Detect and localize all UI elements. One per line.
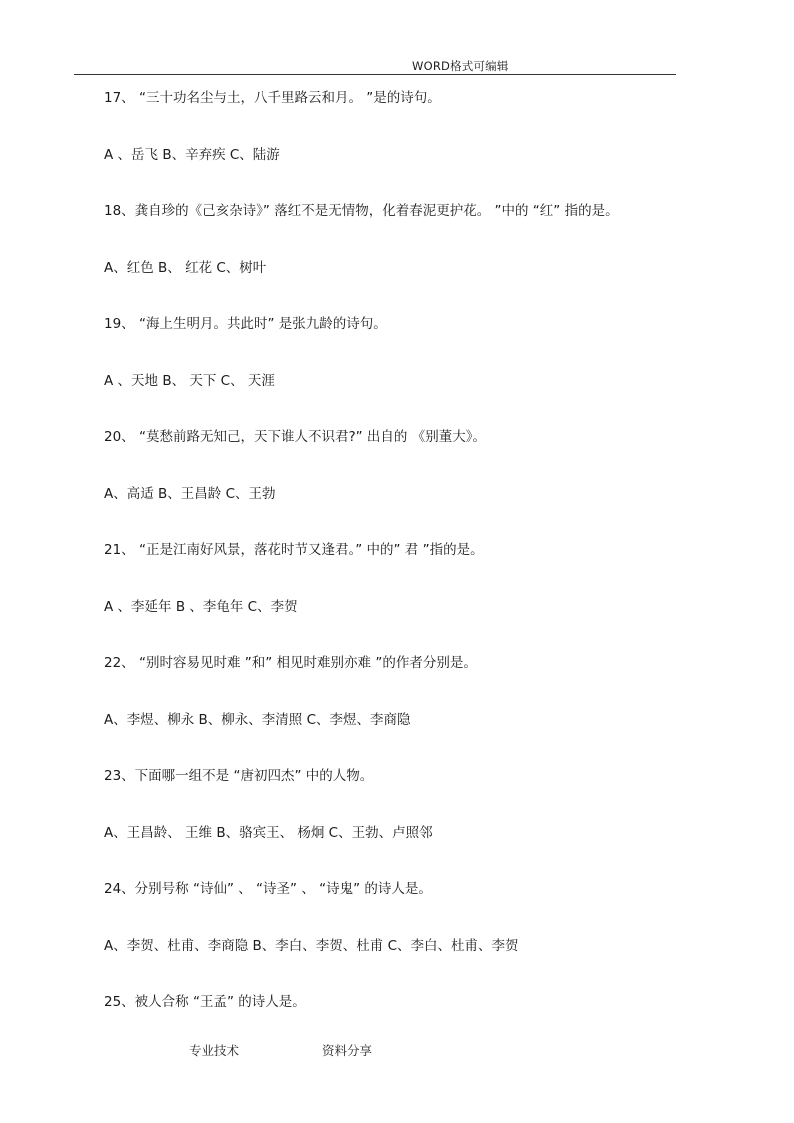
options-24: A、李贺、杜甫、李商隐 B、李白、李贺、杜甫 C、李白、杜甫、李贺 — [104, 938, 519, 954]
question-19: 19、 “海上生明月。共此时” 是张九龄的诗句。 — [104, 316, 387, 332]
header-title: WORD格式可编辑 — [412, 59, 509, 73]
question-22: 22、 “别时容易见时难 ”和” 相见时难别亦难 ”的作者分别是。 — [104, 655, 477, 671]
header-divider — [74, 74, 676, 75]
options-23: A、王昌龄、 王维 B、骆宾王、 杨炯 C、王勃、卢照邻 — [104, 825, 433, 841]
footer-left-text: 专业技术 — [189, 1043, 240, 1058]
question-24: 24、分别号称 “诗仙” 、 “诗圣” 、 “诗鬼” 的诗人是。 — [104, 881, 432, 897]
options-17: A 、岳飞 B、辛弃疾 C、陆游 — [104, 147, 280, 163]
footer-right-text: 资料分享 — [322, 1043, 373, 1058]
question-18: 18、龚自珍的《己亥杂诗》” 落红不是无情物，化着春泥更护花。 ”中的 “红” 指的是。 — [104, 203, 619, 219]
question-25: 25、被人合称 “王孟” 的诗人是。 — [104, 994, 306, 1010]
question-21: 21、 “正是江南好风景，落花时节又逢君。” 中的” 君 ”指的是。 — [104, 542, 484, 558]
options-18: A、红色 B、 红花 C、树叶 — [104, 260, 267, 276]
options-20: A、高适 B、王昌龄 C、王勃 — [104, 486, 276, 502]
question-17: 17、 “三十功名尘与土，八千里路云和月。 ”是的诗句。 — [104, 90, 441, 106]
options-22: A、李煜、柳永 B、柳永、李清照 C、李煜、李商隐 — [104, 712, 411, 728]
question-20: 20、 “莫愁前路无知己，天下谁人不识君?” 出自的 《别董大》。 — [104, 429, 486, 445]
options-19: A 、天地 B、 天下 C、 天涯 — [104, 373, 275, 389]
options-21: A 、李延年 B 、李龟年 C、李贺 — [104, 599, 298, 615]
question-23: 23、下面哪一组不是 “唐初四杰” 中的人物。 — [104, 768, 374, 784]
